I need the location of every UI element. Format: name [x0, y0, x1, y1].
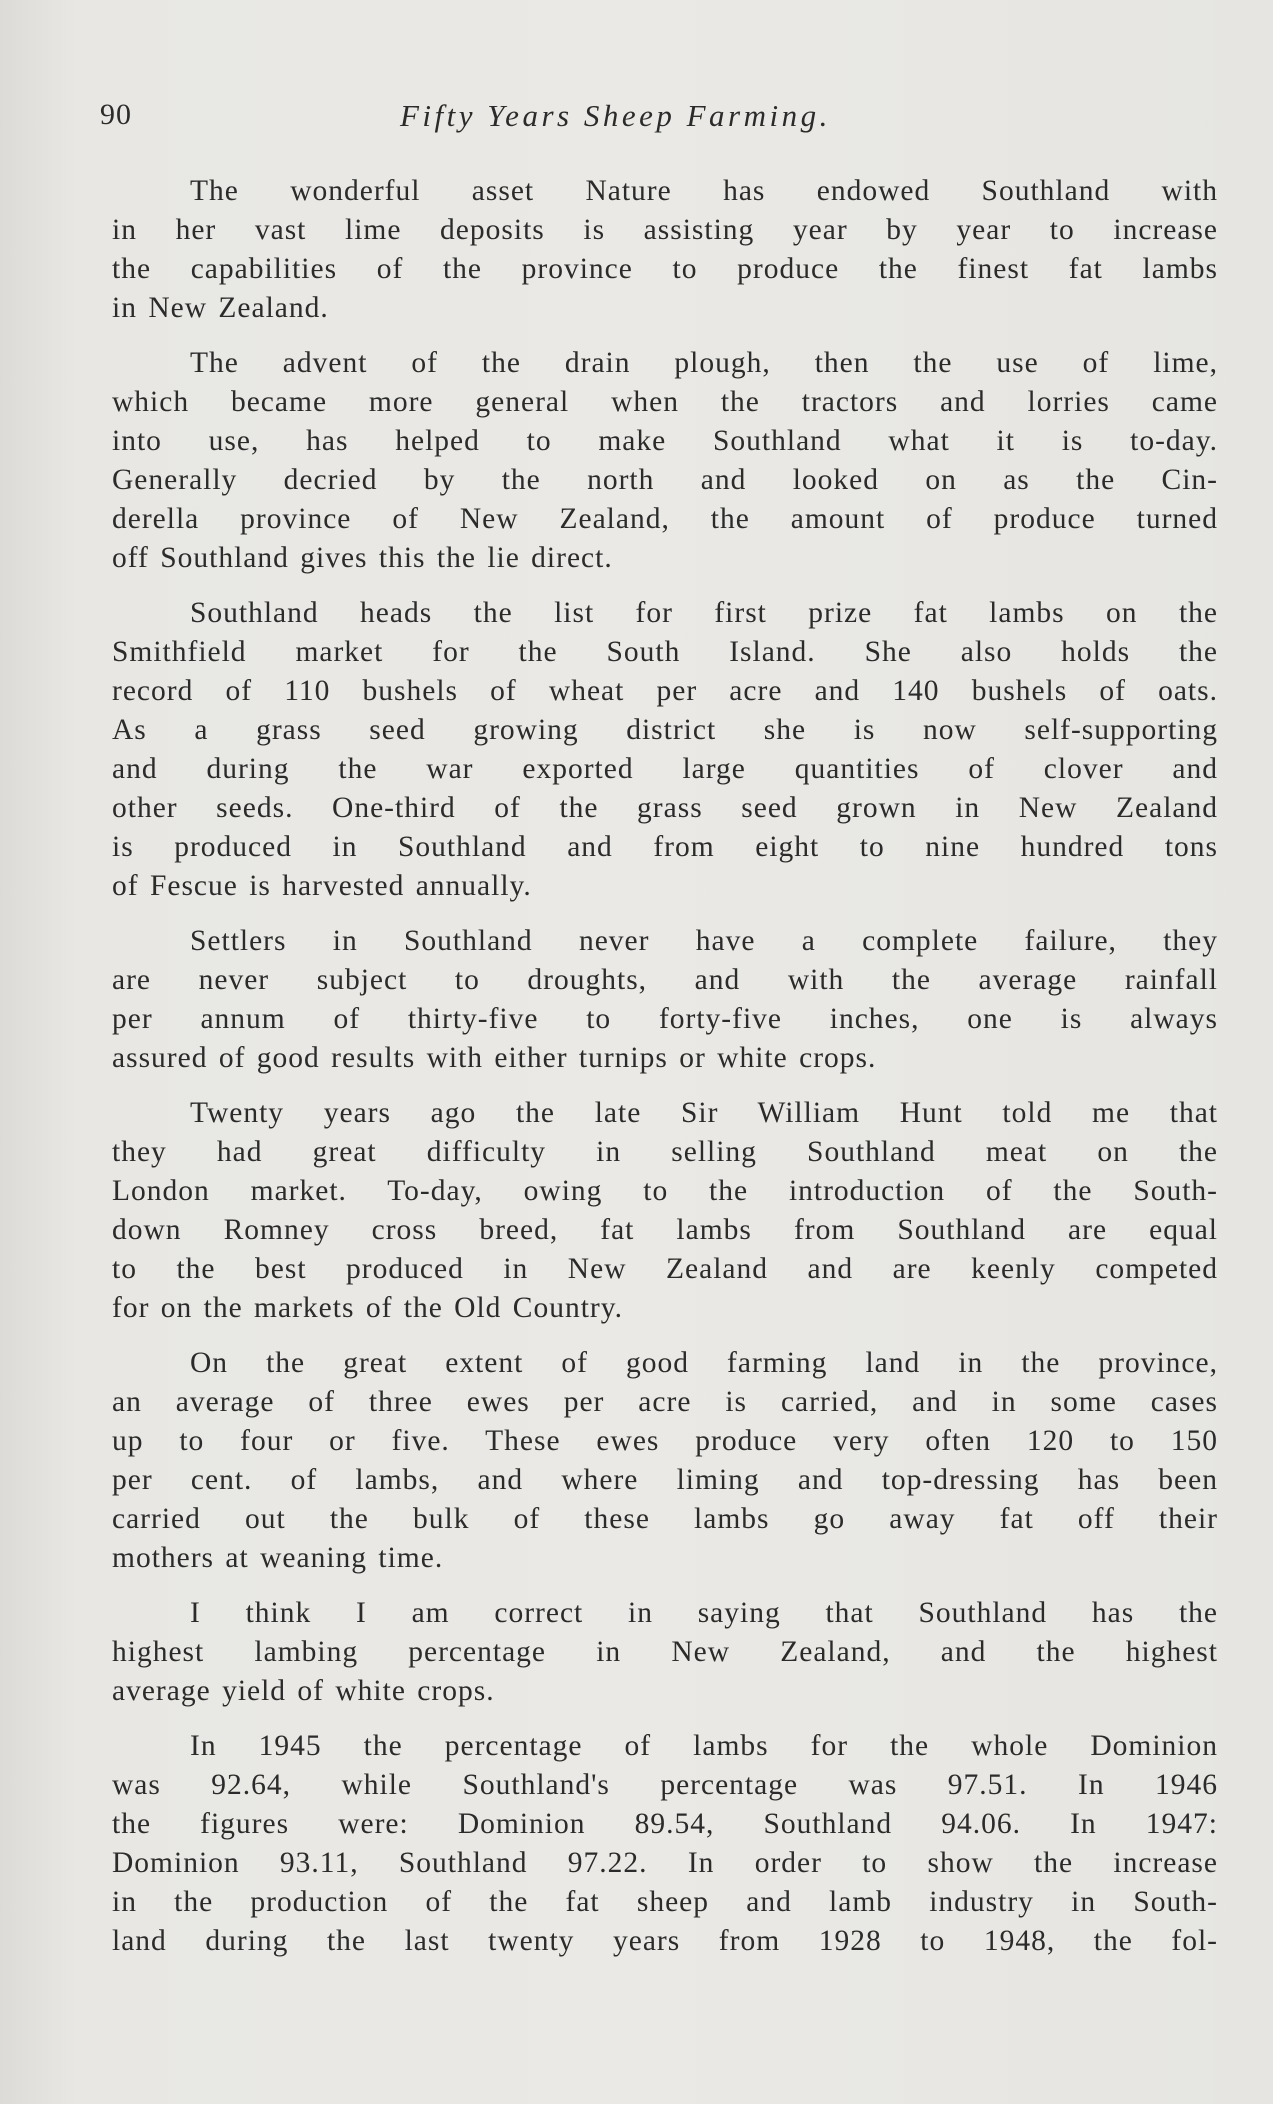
text-line: Southland heads the list for first prize fat lambs on the — [190, 597, 1218, 629]
text-line: in the production of the fat sheep and lamb industry in South- — [112, 1886, 1218, 1918]
text-line: are never subject to droughts, and with the average rainfall — [112, 964, 1218, 996]
running-title: Fifty Years Sheep Farming. — [400, 98, 831, 133]
text-line: London market. To-day, owing to the introduction of the South- — [112, 1175, 1218, 1207]
text-line: the capabilities of the province to produce the finest fat lambs — [112, 253, 1218, 285]
text-line: Smithfield market for the South Island. She also holds the — [112, 636, 1218, 668]
paragraph — [112, 1344, 1218, 1578]
text-line: As a grass seed growing district she is now self-supporting — [112, 714, 1218, 746]
text-line: to the best produced in New Zealand and are keenly competed — [112, 1253, 1218, 1285]
text-line: in New Zealand. — [112, 292, 329, 324]
text-line: an average of three ewes per acre is carried, and in some cases — [112, 1386, 1218, 1418]
text-line: Twenty years ago the late Sir William Hunt told me that — [190, 1097, 1218, 1129]
text-line: is produced in Southland and from eight to nine hundred tons — [112, 831, 1218, 863]
text-line: On the great extent of good farming land in the province, — [190, 1347, 1218, 1379]
page-number: 90 — [100, 98, 132, 131]
text-line: was 92.64, while Southland's percentage was 97.51. In 1946 — [112, 1769, 1218, 1801]
text-line: The wonderful asset Nature has endowed Southland with — [190, 175, 1218, 207]
text-line: land during the last twenty years from 1928 to 1948, the fol- — [112, 1925, 1218, 1957]
paragraph — [112, 1094, 1218, 1328]
paragraph — [112, 594, 1218, 906]
text-line: they had great difficulty in selling Southland meat on the — [112, 1136, 1218, 1168]
text-line: The advent of the drain plough, then the use of lime, — [190, 347, 1218, 379]
text-line: into use, has helped to make Southland what it is to-day. — [112, 425, 1218, 457]
text-line: other seeds. One-third of the grass seed grown in New Zealand — [112, 792, 1218, 824]
text-line: record of 110 bushels of wheat per acre and 140 bushels of oats. — [112, 675, 1218, 707]
text-line: Generally decried by the north and looked on as the Cin- — [112, 464, 1218, 496]
text-line: the figures were: Dominion 89.54, Southland 94.06. In 1947: — [112, 1808, 1218, 1840]
text-line: down Romney cross breed, fat lambs from Southland are equal — [112, 1214, 1218, 1246]
text-line: In 1945 the percentage of lambs for the whole Dominion — [190, 1730, 1218, 1762]
text-line: carried out the bulk of these lambs go away fat off their — [112, 1503, 1218, 1535]
paragraph — [112, 922, 1218, 1078]
page-header — [100, 98, 1220, 142]
text-line: in her vast lime deposits is assisting year by year to increase — [112, 214, 1218, 246]
text-line: off Southland gives this the lie direct. — [112, 542, 613, 574]
text-line: highest lambing percentage in New Zealand, and the highest — [112, 1636, 1218, 1668]
text-line: for on the markets of the Old Country. — [112, 1292, 623, 1324]
text-line: of Fescue is harvested annually. — [112, 870, 532, 902]
paragraph — [112, 344, 1218, 578]
text-line: assured of good results with either turnips or white crops. — [112, 1042, 877, 1074]
text-line: derella province of New Zealand, the amount of produce turned — [112, 503, 1218, 535]
text-line: which became more general when the tractors and lorries came — [112, 386, 1218, 418]
text-line: Dominion 93.11, Southland 97.22. In order to show the increase — [112, 1847, 1218, 1879]
text-line: I think I am correct in saying that Southland has the — [190, 1597, 1218, 1629]
page-body — [112, 172, 1218, 1977]
text-line: up to four or five. These ewes produce very often 120 to 150 — [112, 1425, 1218, 1457]
paragraph — [112, 1727, 1218, 1961]
text-line: per annum of thirty-five to forty-five inches, one is always — [112, 1003, 1218, 1035]
text-line: per cent. of lambs, and where liming and top-dressing has been — [112, 1464, 1218, 1496]
text-line: average yield of white crops. — [112, 1675, 495, 1707]
text-line: and during the war exported large quantities of clover and — [112, 753, 1218, 785]
paragraph — [112, 1594, 1218, 1711]
paragraph — [112, 172, 1218, 328]
text-line: Settlers in Southland never have a complete failure, they — [190, 925, 1218, 957]
text-line: mothers at weaning time. — [112, 1542, 444, 1574]
